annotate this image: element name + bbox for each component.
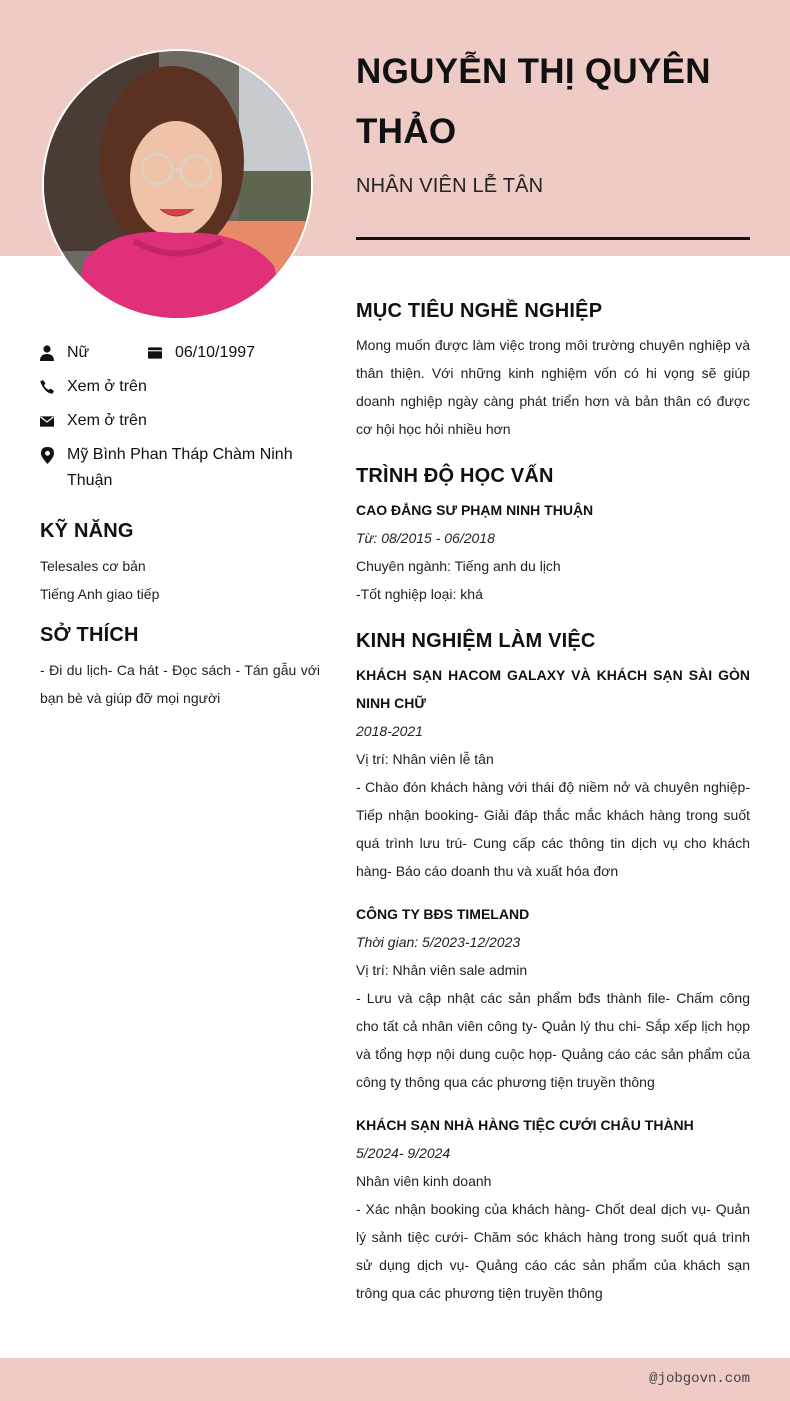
objective-text: Mong muốn được làm việc trong môi trường chuyên nghiệp và thân thiện. Với những kinh nghiệm vốn có hi vọng sẽ giúp doanh nghiệp ngày càng phát triển hơn và bản thân có được cơ hội học hỏi nhiều hơn [356, 337, 750, 437]
experience-heading: KINH NGHIỆM LÀM VIỆC [356, 630, 596, 652]
address-text: Mỹ Bình Phan Tháp Chàm Ninh Thuận [67, 446, 293, 489]
experience-description: - Chào đón khách hàng với thái độ niềm nở và chuyên nghiệp- Tiếp nhận booking- Giải đáp thắc mắc khách hàng trong suốt quá trình lưu trú- Cung cấp các thông tin dịch vụ cho khách hàng- Báo cáo doanh thu và xuất hóa đơn [356, 779, 750, 879]
footer-watermark: @jobgovn.com [649, 1371, 750, 1387]
email-text: Xem ở trên [67, 412, 147, 429]
experience-period: Thời gian: 5/2023-12/2023 [356, 934, 521, 950]
left-column [40, 340, 320, 712]
experience-period: 2018-2021 [356, 723, 423, 739]
birthday-row [148, 340, 255, 366]
address-row [40, 442, 320, 494]
calendar-icon [148, 340, 162, 366]
skill-item: Tiếng Anh giao tiếp [40, 586, 160, 602]
experience-company: KHÁCH SẠN HACOM GALAXY VÀ KHÁCH SẠN SÀI GÒN NINH CHỮ [356, 667, 750, 711]
right-column [356, 300, 750, 1307]
gender-birthday-row [40, 340, 320, 374]
location-pin-icon [40, 442, 54, 468]
education-grade: -Tốt nghiệp loại: khá [356, 586, 483, 602]
skills-list [40, 552, 320, 608]
phone-row [40, 374, 320, 400]
phone-icon [40, 374, 54, 400]
experience-description: - Lưu và cập nhật các sản phẩm bđs thành file- Chấm công cho tất cả nhân viên công ty- Quản lý thu chi- Sắp xếp lịch họp và tổng hợp nội dung cuộc họp- Quảng cáo các sản phẩm của công ty thông qua các phương tiện truyền thông [356, 990, 750, 1090]
birthday-text: 06/10/1997 [175, 344, 256, 361]
skill-item: Telesales cơ bản [40, 558, 146, 574]
candidate-name: NGUYỄN THỊ QUYÊN THẢO [356, 52, 711, 151]
education-school: CAO ĐẲNG SƯ PHẠM NINH THUẬN [356, 502, 594, 518]
email-row [40, 408, 320, 434]
skills-heading: KỸ NĂNG [40, 520, 134, 542]
education-major: Chuyên ngành: Tiếng anh du lịch [356, 558, 561, 574]
gender-text: Nữ [67, 344, 90, 361]
hobbies-heading: SỞ THÍCH [40, 624, 139, 646]
experience-company: CÔNG TY BĐS TIMELAND [356, 906, 530, 922]
profile-photo [42, 49, 313, 320]
candidate-job-title: NHÂN VIÊN LỄ TÂN [356, 175, 544, 197]
person-icon [40, 340, 54, 366]
title-divider [356, 237, 750, 240]
phone-text: Xem ở trên [67, 378, 147, 395]
objective-heading: MỤC TIÊU NGHỀ NGHIỆP [356, 300, 603, 322]
education-heading: TRÌNH ĐỘ HỌC VẤN [356, 465, 554, 487]
experience-company: KHÁCH SẠN NHÀ HÀNG TIỆC CƯỚI CHÂU THÀNH [356, 1117, 694, 1133]
hobbies-text: - Đi du lịch- Ca hát - Đọc sách - Tán gẫu với bạn bè và giúp đỡ mọi người [40, 662, 320, 706]
experience-description: - Xác nhận booking của khách hàng- Chốt deal dịch vụ- Quản lý sảnh tiệc cưới- Chăm sóc khách hàng trong suốt quá trình sử dụng dịch vụ- Quảng cáo các sản phẩm của khách sạn trông qua các phương tiện truyền thông [356, 1201, 750, 1301]
experience-item [356, 661, 750, 885]
gender-row [40, 340, 148, 366]
experience-period: 5/2024- 9/2024 [356, 1145, 451, 1161]
experience-position: Nhân viên kinh doanh [356, 1173, 492, 1189]
mail-icon [40, 408, 54, 434]
experience-position: Vị trí: Nhân viên lễ tân [356, 751, 494, 767]
experience-item [356, 1111, 750, 1307]
experience-item [356, 900, 750, 1096]
education-period: Từ: 08/2015 - 06/2018 [356, 530, 495, 546]
experience-position: Vị trí: Nhân viên sale admin [356, 962, 528, 978]
